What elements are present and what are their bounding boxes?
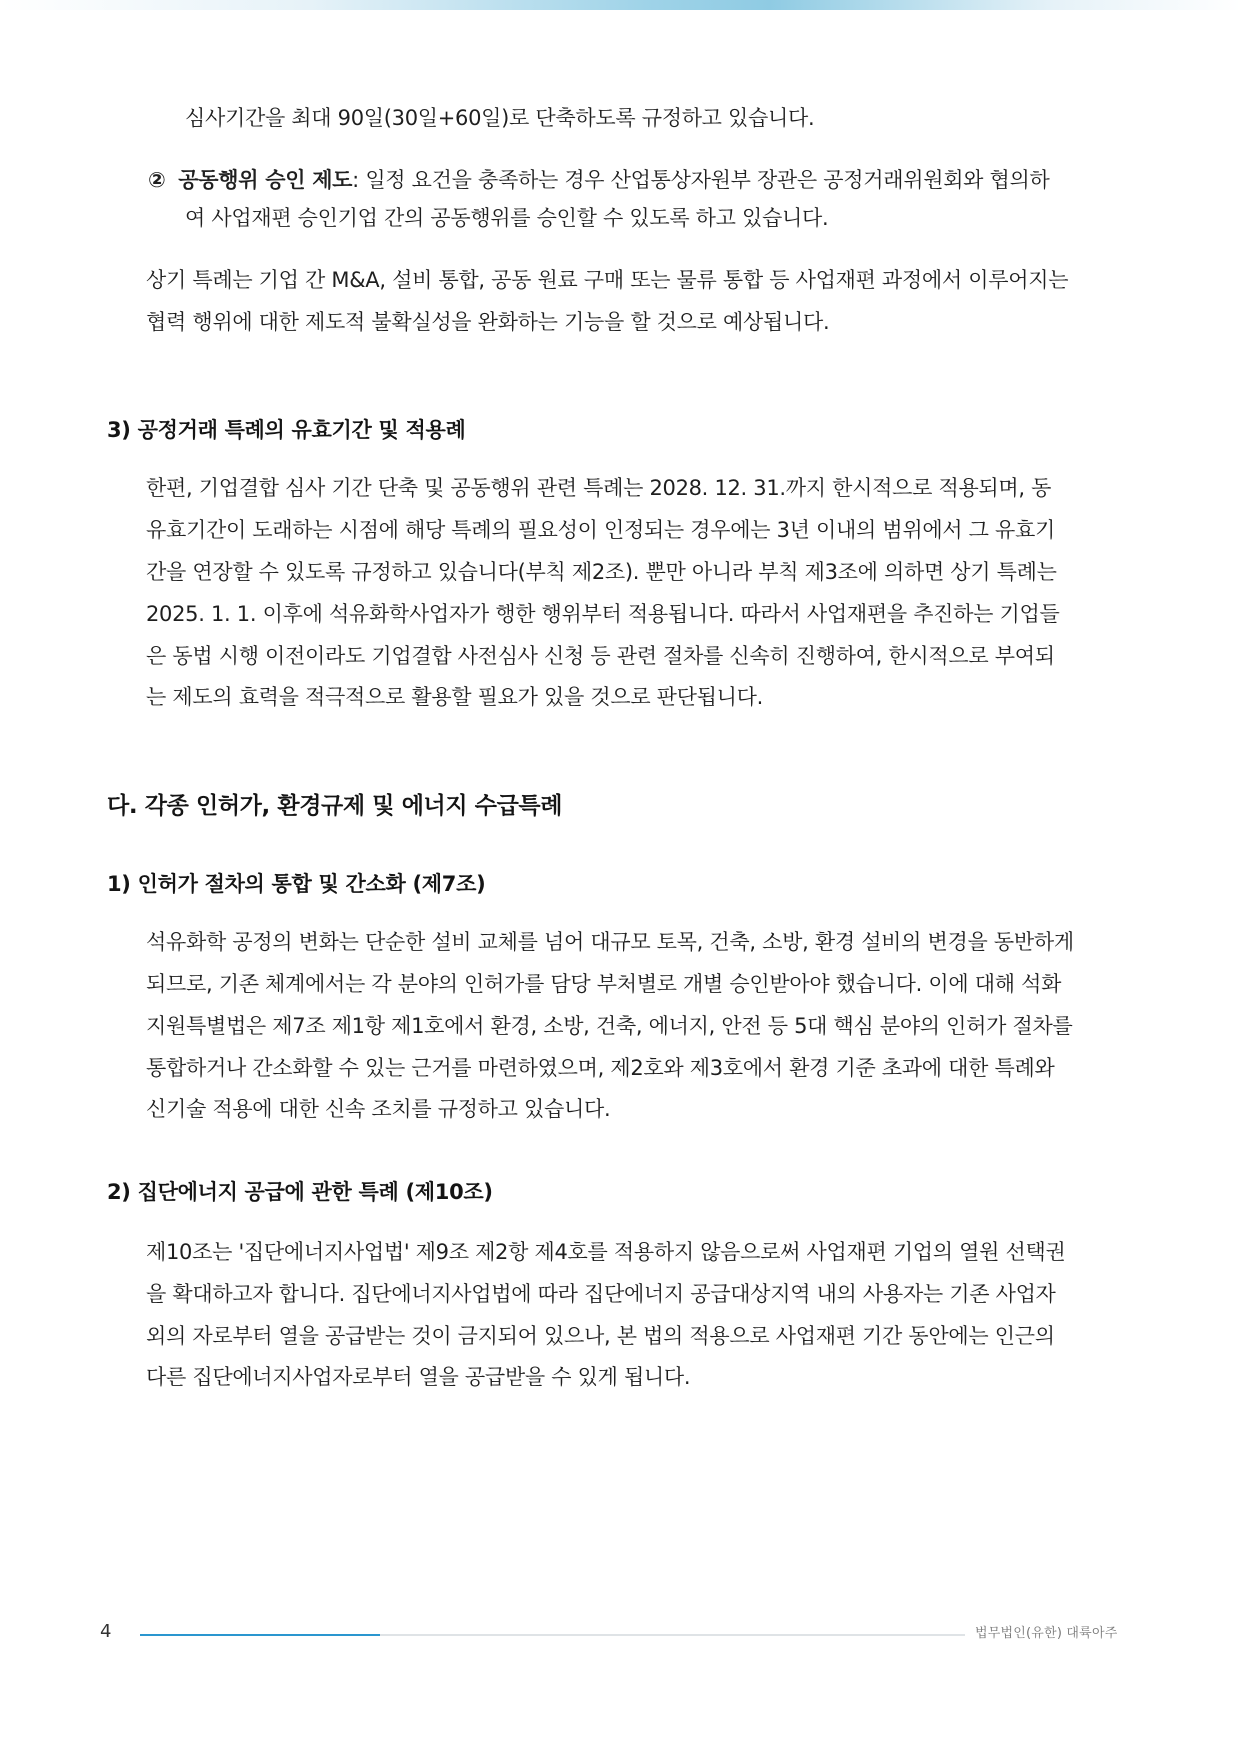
paragraph-sub3-line: 한편, 기업결합 심사 기간 단축 및 공동행위 관련 특례는 2028. 12. 31.까지 한시적으로 적용되며, 동 [146, 476, 1052, 500]
paragraph-sub1-line: 석유화학 공정의 변화는 단순한 설비 교체를 넘어 대규모 토목, 건축, 소방, 환경 설비의 변경을 동반하게 [146, 930, 1074, 954]
paragraph-sub1-line: 신기술 적용에 대한 신속 조치를 규정하고 있습니다. [146, 1097, 611, 1121]
footer-accent-line [140, 1634, 380, 1636]
paragraph-sub1-line: 지원특별법은 제7조 제1항 제1호에서 환경, 소방, 건축, 에너지, 안전 등 5대 핵심 분야의 인허가 절차를 [146, 1014, 1073, 1038]
top-gradient-bar [0, 0, 1241, 10]
section-d-title: 다. 각종 인허가, 환경규제 및 에너지 수급특례 [107, 793, 563, 819]
footer-divider-line [380, 1634, 965, 1636]
paragraph-intro-continuation: 심사기간을 최대 90일(30일+60일)로 단축하도록 규정하고 있습니다. [185, 106, 815, 130]
paragraph-sub1-line: 통합하거나 간소화할 수 있는 근거를 마련하였으며, 제2호와 제3호에서 환경 기준 초과에 대한 특례와 [146, 1056, 1055, 1080]
subsection-2-title: 2) 집단에너지 공급에 관한 특례 (제10조) [107, 1180, 493, 1204]
paragraph-sub3-line: 유효기간이 도래하는 시점에 해당 특례의 필요성이 인정되는 경우에는 3년 이내의 범위에서 그 유효기 [146, 518, 1055, 542]
paragraph-sub3-line: 는 제도의 효력을 적극적으로 활용할 필요가 있을 것으로 판단됩니다. [146, 685, 763, 709]
list-item-title: 공동행위 승인 제도 [178, 168, 353, 192]
paragraph-sub2-line: 다른 집단에너지사업자로부터 열을 공급받을 수 있게 됩니다. [146, 1365, 691, 1389]
paragraph-sub2-line: 을 확대하고자 합니다. 집단에너지사업법에 따라 집단에너지 공급대상지역 내의 사용자는 기존 사업자 [146, 1282, 1056, 1306]
paragraph-sub3-line: 간을 연장할 수 있도록 규정하고 있습니다(부칙 제2조). 뿐만 아니라 부칙 제3조에 의하면 상기 특례는 [146, 560, 1057, 584]
page-number: 4 [100, 1621, 112, 1642]
paragraph-sub2-line: 제10조는 '집단에너지사업법' 제9조 제2항 제4호를 적용하지 않음으로써 사업재편 기업의 열원 선택권 [146, 1240, 1066, 1264]
list-marker: ② [148, 168, 166, 192]
paragraph-sub3-line: 2025. 1. 1. 이후에 석유화학사업자가 행한 행위부터 적용됩니다. 따라서 사업재편을 추진하는 기업들 [146, 602, 1060, 626]
list-item-text: : 일정 요건을 충족하는 경우 산업통상자원부 장관은 공정거래위원회와 협의하 [352, 168, 1050, 192]
paragraph-sub2-line: 외의 자로부터 열을 공급받는 것이 금지되어 있으나, 본 법의 적용으로 사업재편 기간 동안에는 인근의 [146, 1324, 1055, 1348]
footer-firm-name: 법무법인(유한) 대륙아주 [975, 1626, 1118, 1641]
paragraph-summary-line: 협력 행위에 대한 제도적 불확실성을 완화하는 기능을 할 것으로 예상됩니다. [146, 310, 830, 334]
subsection-3-title: 3) 공정거래 특례의 유효기간 및 적용례 [107, 418, 466, 442]
list-item-2-line-2: 여 사업재편 승인기업 간의 공동행위를 승인할 수 있도록 하고 있습니다. [185, 206, 829, 230]
paragraph-sub1-line: 되므로, 기존 체계에서는 각 분야의 인허가를 담당 부처별로 개별 승인받아야 했습니다. 이에 대해 석화 [146, 972, 1062, 996]
paragraph-summary-line: 상기 특례는 기업 간 M&A, 설비 통합, 공동 원료 구매 또는 물류 통합 등 사업재편 과정에서 이루어지는 [146, 268, 1069, 292]
subsection-1-title: 1) 인허가 절차의 통합 및 간소화 (제7조) [107, 872, 486, 896]
paragraph-sub3-line: 은 동법 시행 이전이라도 기업결합 사전심사 신청 등 관련 절차를 신속히 진행하여, 한시적으로 부여되 [146, 644, 1055, 668]
